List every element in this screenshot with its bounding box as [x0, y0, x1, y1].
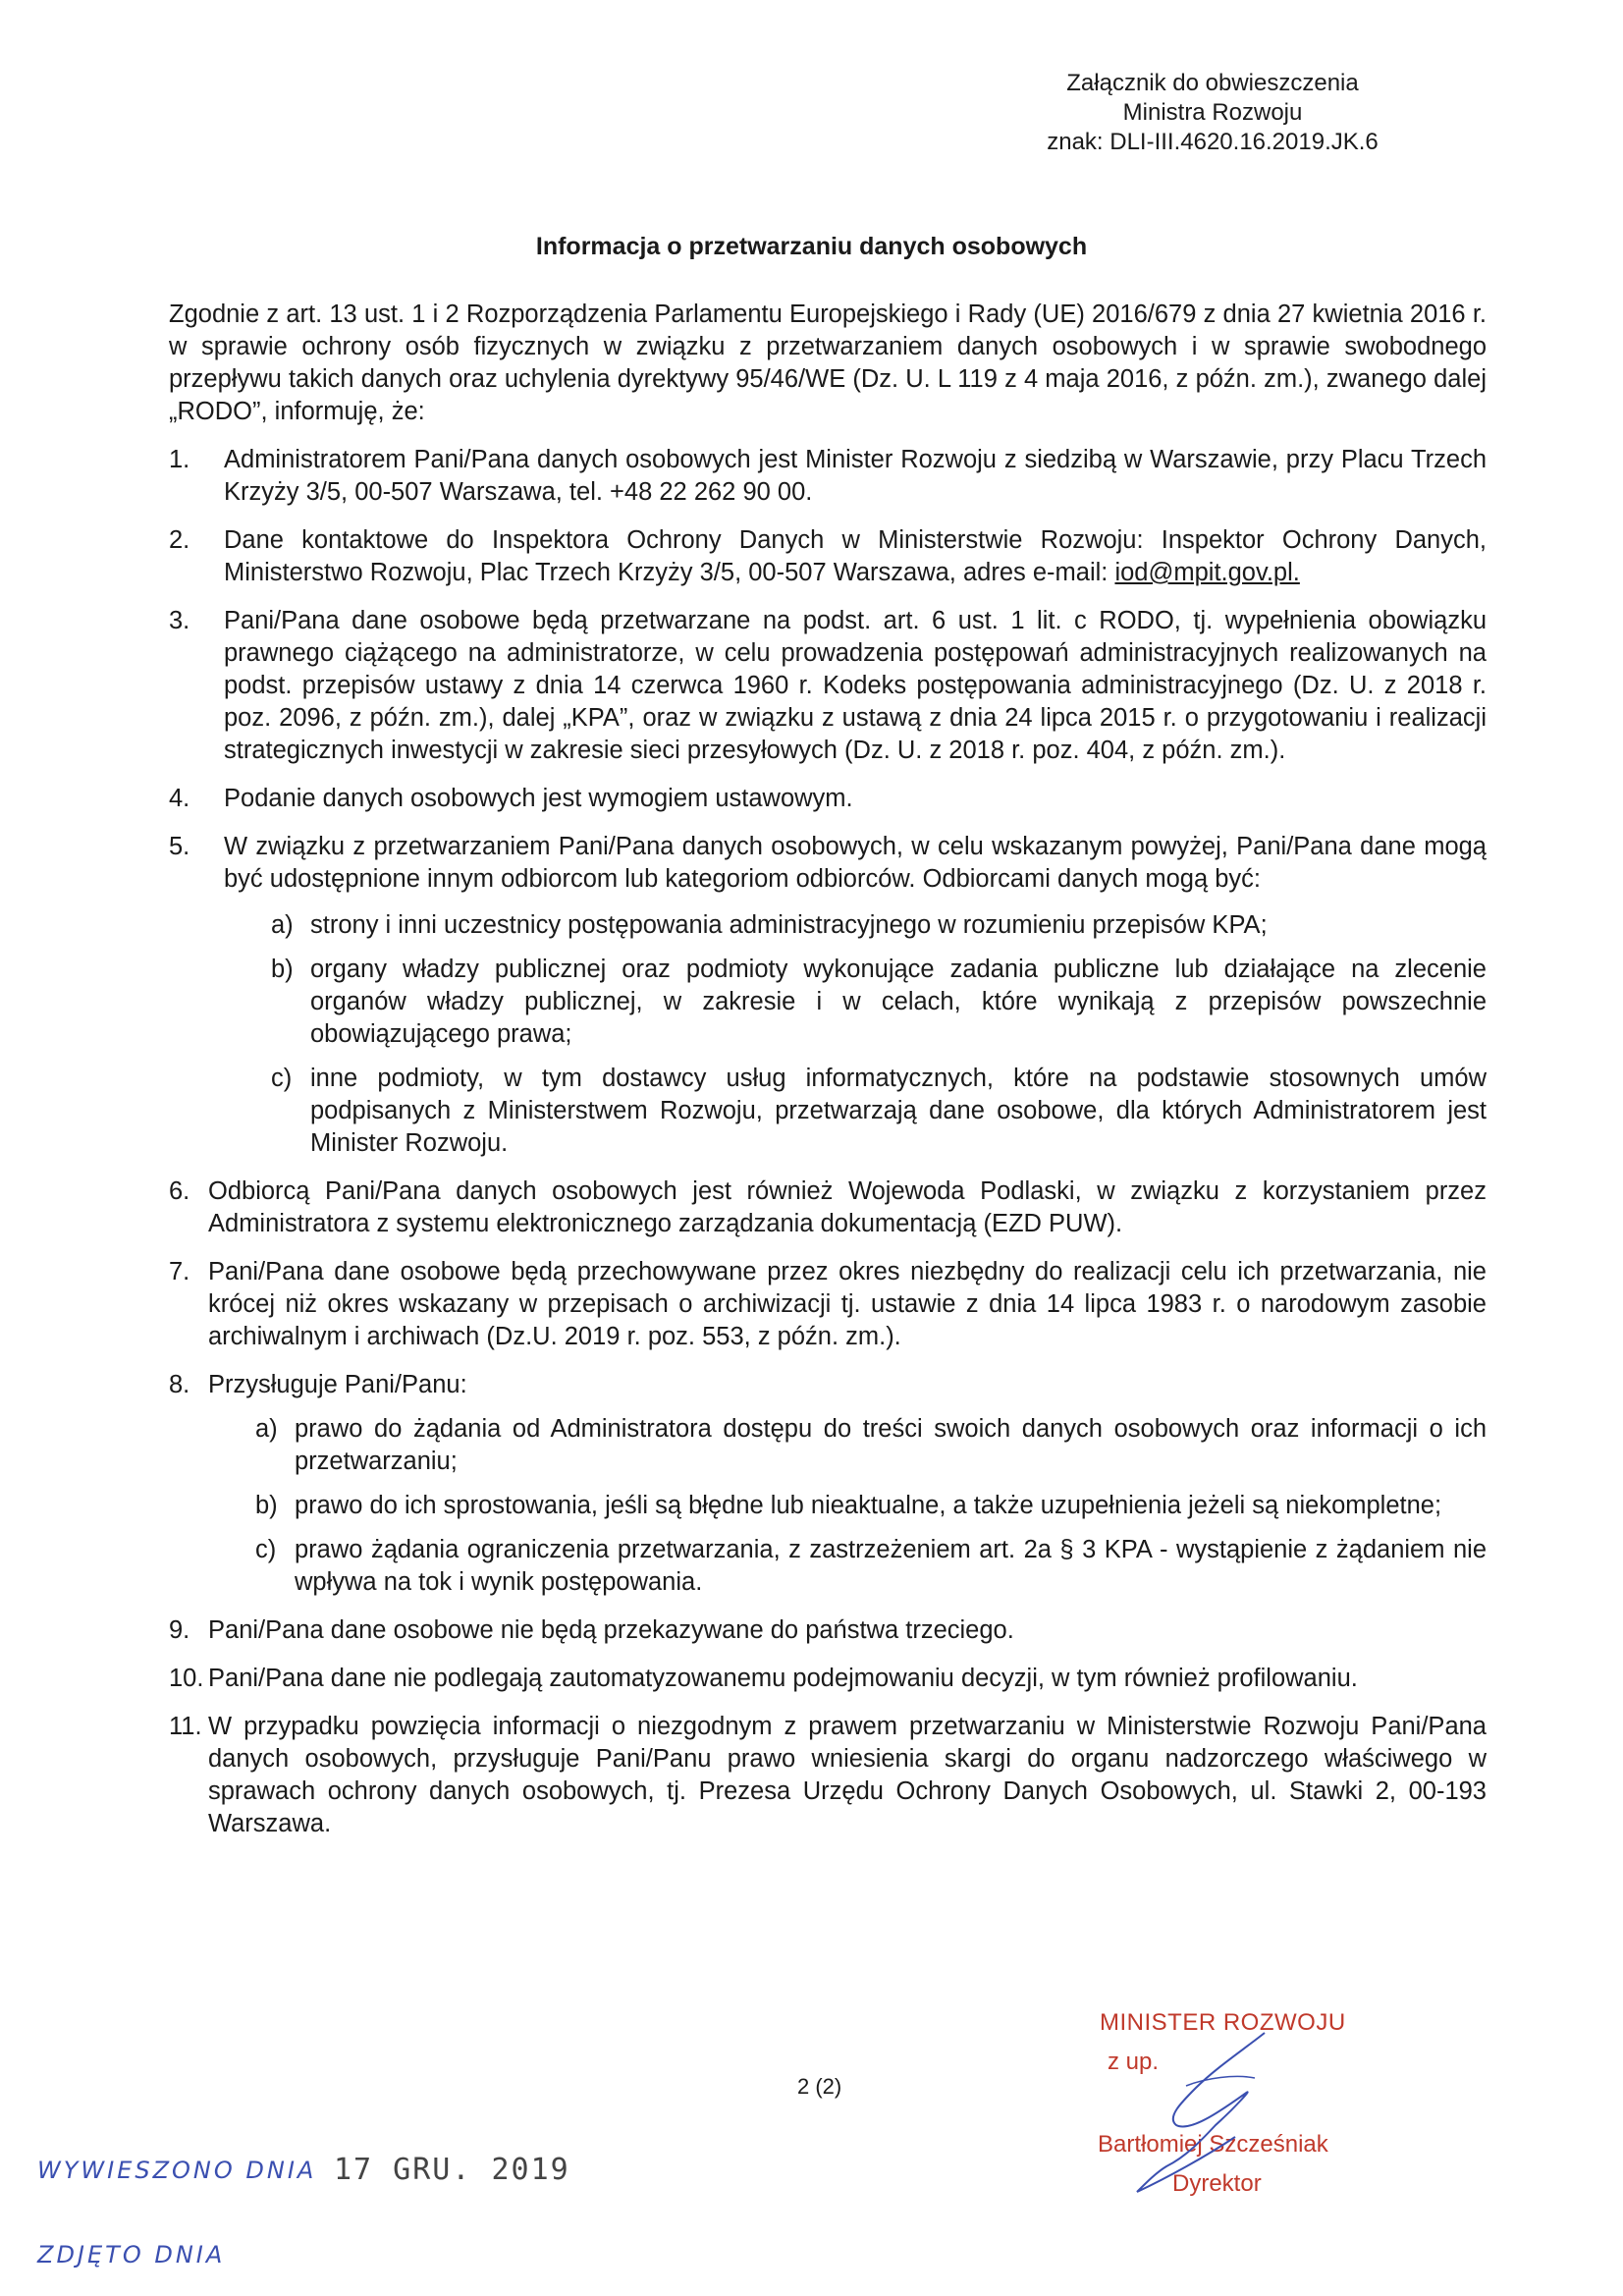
sublist-letter: c): [255, 1536, 277, 1563]
list-item-2: [169, 524, 1487, 589]
email-link[interactable]: iod@mpit.gov.pl.: [1114, 559, 1300, 586]
sublist-text: prawo do żądania od Administratora dostępu do treści swoich danych osobowych oraz informacji o ich przetwarzaniu;: [295, 1415, 1487, 1475]
attachment-header: [987, 69, 1438, 157]
list-text: W przypadku powzięcia informacji o niezgodnym z prawem przetwarzaniu w Ministerstwie Rozwoju Pani/Pana danych osobowych, przysługuje Pani/Panu prawo wniesienia skargi do organu nadzorczego właściwego w sprawach ochrony danych osobowych, tj. Prezesa Urzędu Ochrony Danych Osobowych, ul. Stawki 2, 00-193 Warszawa.: [208, 1713, 1487, 1837]
list-item-10: [169, 1663, 1487, 1695]
list-text: Pani/Pana dane osobowe nie będą przekazywane do państwa trzeciego.: [208, 1616, 1014, 1644]
sublist-item: [271, 954, 1487, 1051]
sublist-text: inne podmioty, w tym dostawcy usług informatycznych, które na podstawie stosownych umów podpisanych z Ministerstwem Rozwoju, przetwarzają dane osobowe, dla których Administratorem jest Minister Rozwoju.: [310, 1065, 1487, 1157]
stamp-name: Bartłomiej Szcześniak: [1098, 2131, 1328, 2158]
official-stamp: [1098, 2009, 1392, 2206]
stamp-authorization: z up.: [1108, 2049, 1160, 2075]
list-text: Dane kontaktowe do Inspektora Ochrony Danych w Ministerstwie Rozwoju: Inspektor Ochrony Danych, Ministerstwo Rozwoju, Plac Trzech Krzyży 3/5, 00-507 Warszawa, adres e-mail:: [224, 526, 1487, 586]
list-text: Przysługuje Pani/Panu:: [208, 1371, 467, 1398]
sublist-item: [255, 1413, 1487, 1478]
removed-date-label: ZDJĘTO DNIA: [37, 2241, 226, 2269]
stamp-authority: MINISTER ROZWOJU: [1100, 2009, 1346, 2036]
document-title: Informacja o przetwarzaniu danych osobowych: [535, 233, 1088, 260]
sublist-letter: b): [255, 1492, 278, 1519]
list-item-4: [169, 783, 1487, 815]
list-number: 7.: [169, 1258, 190, 1285]
list-number: 11.: [169, 1713, 202, 1740]
intro-paragraph: Zgodnie z art. 13 ust. 1 i 2 Rozporządzenia Parlamentu Europejskiego i Rady (UE) 2016/679 z dnia 27 kwietnia 2016 r. w sprawie ochrony osób fizycznych w związku z przetwarzaniem danych osobowych i w sprawie swobodnego przepływu takich danych oraz uchylenia dyrektywy 95/46/WE (Dz. U. L 119 z 4 maja 2016, z późn. zm.), zwanego dalej „RODO”, informuję, że:: [169, 301, 1487, 425]
list-text: W związku z przetwarzaniem Pani/Pana danych osobowych, w celu wskazanym powyżej, Pani/Pana dane mogą być udostępnione innym odbiorcom lub kategoriom odbiorców. Odbiorcami danych mogą być:: [224, 833, 1487, 893]
list-number: 5.: [169, 833, 190, 860]
sublist-letter: a): [271, 911, 294, 939]
list-text: Administratorem Pani/Pana danych osobowych jest Minister Rozwoju z siedzibą w Warszawie, przy Placu Trzech Krzyży 3/5, 00-507 Warszawa, tel. +48 22 262 90 00.: [224, 446, 1487, 506]
sublist-item: [271, 1063, 1487, 1160]
sublist-text: organy władzy publicznej oraz podmioty wykonujące zadania publiczne lub działające na zlecenie organów władzy publicznej, w zakresie i w celach, które wynikają z przepisów powszechnie obowiązującego prawa;: [310, 956, 1487, 1048]
handwritten-signature: [1098, 2009, 1392, 2206]
sublist-item: [255, 1490, 1487, 1522]
list-item-7: [169, 1256, 1487, 1353]
list-number: 1.: [169, 446, 190, 473]
list-item-9: [169, 1614, 1487, 1647]
sublist-text: prawo do ich sprostowania, jeśli są błędne lub nieaktualne, a także uzupełnienia jeżeli są niekompletne;: [295, 1492, 1442, 1519]
list-number: 6.: [169, 1177, 190, 1205]
list-text: Podanie danych osobowych jest wymogiem ustawowym.: [224, 785, 853, 812]
list-item-3: [169, 605, 1487, 767]
sublist-letter: c): [271, 1065, 293, 1092]
list-number: 10.: [169, 1665, 204, 1692]
document-body: [169, 299, 1487, 1856]
list-item-5: [169, 831, 1487, 1160]
list-number: 3.: [169, 607, 190, 634]
list-item-11: [169, 1711, 1487, 1840]
list-number: 9.: [169, 1616, 190, 1644]
list-text: Pani/Pana dane nie podlegają zautomatyzowanemu podejmowaniu decyzji, w tym również profilowaniu.: [208, 1665, 1358, 1692]
list-item-1: [169, 444, 1487, 509]
sublist: [271, 909, 1487, 1160]
list-number: 8.: [169, 1371, 190, 1398]
sublist: [255, 1413, 1487, 1599]
page-number: 2 (2): [797, 2074, 842, 2099]
posted-date-label: WYWIESZONO DNIA: [37, 2157, 317, 2184]
header-line-1: Załącznik do obwieszczenia: [1066, 70, 1359, 96]
list-text: Odbiorcą Pani/Pana danych osobowych jest również Wojewoda Podlaski, w związku z korzystaniem przez Administratora z systemu elektronicznego zarządzania dokumentacją (EZD PUW).: [208, 1177, 1487, 1237]
sublist-letter: a): [255, 1415, 278, 1443]
list-number: 2.: [169, 526, 190, 554]
posted-date-stamp: 17 GRU. 2019: [334, 2153, 570, 2187]
list-number: 4.: [169, 785, 190, 812]
sublist-item: [271, 909, 1487, 942]
sublist-letter: b): [271, 956, 294, 983]
sublist-text: prawo żądania ograniczenia przetwarzania, z zastrzeżeniem art. 2a § 3 KPA - wystąpienie z żądaniem nie wpływa na tok i wynik postępowania.: [295, 1536, 1487, 1596]
stamp-role: Dyrektor: [1172, 2170, 1262, 2197]
list-text: Pani/Pana dane osobowe będą przechowywane przez okres niezbędny do realizacji celu ich przetwarzania, nie krócej niż okres wskazany w przepisach o archiwizacji tj. ustawie z dnia 14 lipca 1983 r. o narodowym zasobie archiwalnym i archiwach (Dz.U. 2019 r. poz. 553, z późn. zm.).: [208, 1258, 1487, 1350]
sublist-item: [255, 1534, 1487, 1599]
list-item-8: [169, 1369, 1487, 1599]
sublist-text: strony i inni uczestnicy postępowania administracyjnego w rozumieniu przepisów KPA;: [310, 911, 1268, 939]
list-item-6: [169, 1175, 1487, 1240]
list-text: Pani/Pana dane osobowe będą przetwarzane na podst. art. 6 ust. 1 lit. c RODO, tj. wypełnienia obowiązku prawnego ciążącego na administratorze, w celu prowadzenia postępowań administracyjnych realizowanych na podst. przepisów ustawy z dnia 14 czerwca 1960 r. Kodeks postępowania administracyjnego (Dz. U. z 2018 r. poz. 2096, z późn. zm.), dalej „KPA”, oraz w związku z ustawą z dnia 24 lipca 2015 r. o przygotowaniu i realizacji strategicznych inwestycji w zakresie sieci przesyłowych (Dz. U. z 2018 r. poz. 404, z późn. zm.).: [224, 607, 1487, 764]
header-line-2: Ministra Rozwoju: [1122, 99, 1303, 126]
header-reference: znak: DLI-III.4620.16.2019.JK.6: [1047, 129, 1379, 155]
